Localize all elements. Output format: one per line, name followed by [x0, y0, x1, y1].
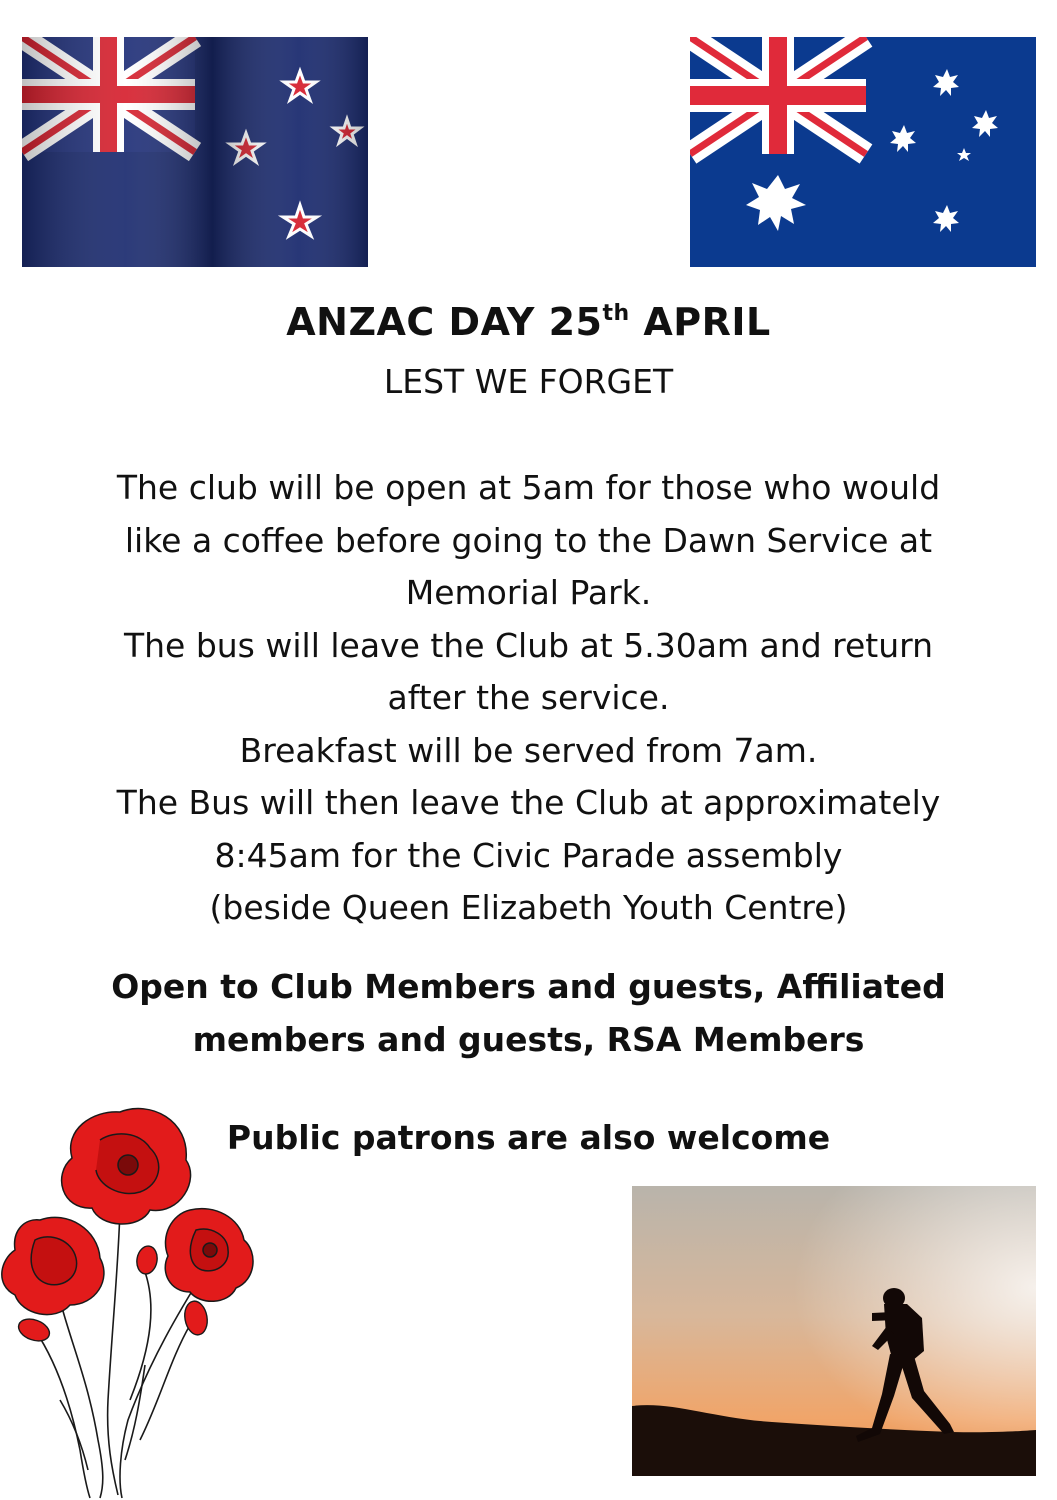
schedule-line: (beside Queen Elizabeth Youth Centre): [209, 888, 848, 927]
schedule-line: The club will be open at 5am for those who would: [116, 468, 941, 507]
schedule-line: after the service.: [387, 678, 670, 717]
subtitle: LEST WE FORGET: [383, 362, 674, 401]
soldier-silhouette-photo: [632, 1186, 1036, 1476]
new-zealand-flag-image: [22, 37, 368, 267]
australia-flag-image: [690, 37, 1036, 267]
schedule-text: [50, 462, 1007, 935]
schedule-line: Memorial Park.: [405, 573, 652, 612]
schedule-line: The bus will leave the Club at 5.30am and return: [123, 625, 934, 665]
public-welcome-note: Public patrons are also welcome: [226, 1118, 831, 1157]
event-title: [0, 300, 1057, 344]
title-end: APRIL: [629, 300, 771, 344]
schedule-line: Breakfast will be served from 7am.: [239, 730, 818, 770]
eligibility-line: Open to Club Members and guests, Affiliated: [111, 967, 946, 1006]
schedule-line: The Bus will then leave the Club at approximately: [116, 783, 941, 822]
title-main: ANZAC DAY 25: [286, 300, 603, 344]
eligibility-text: [40, 961, 1017, 1066]
title-superscript: th: [602, 301, 630, 326]
schedule-line: like a coffee before going to the Dawn Service at: [124, 520, 933, 560]
eligibility-line: members and guests, RSA Members: [192, 1019, 865, 1059]
schedule-line: 8:45am for the Civic Parade assembly: [214, 835, 843, 875]
poppies-illustration: [0, 1100, 270, 1500]
